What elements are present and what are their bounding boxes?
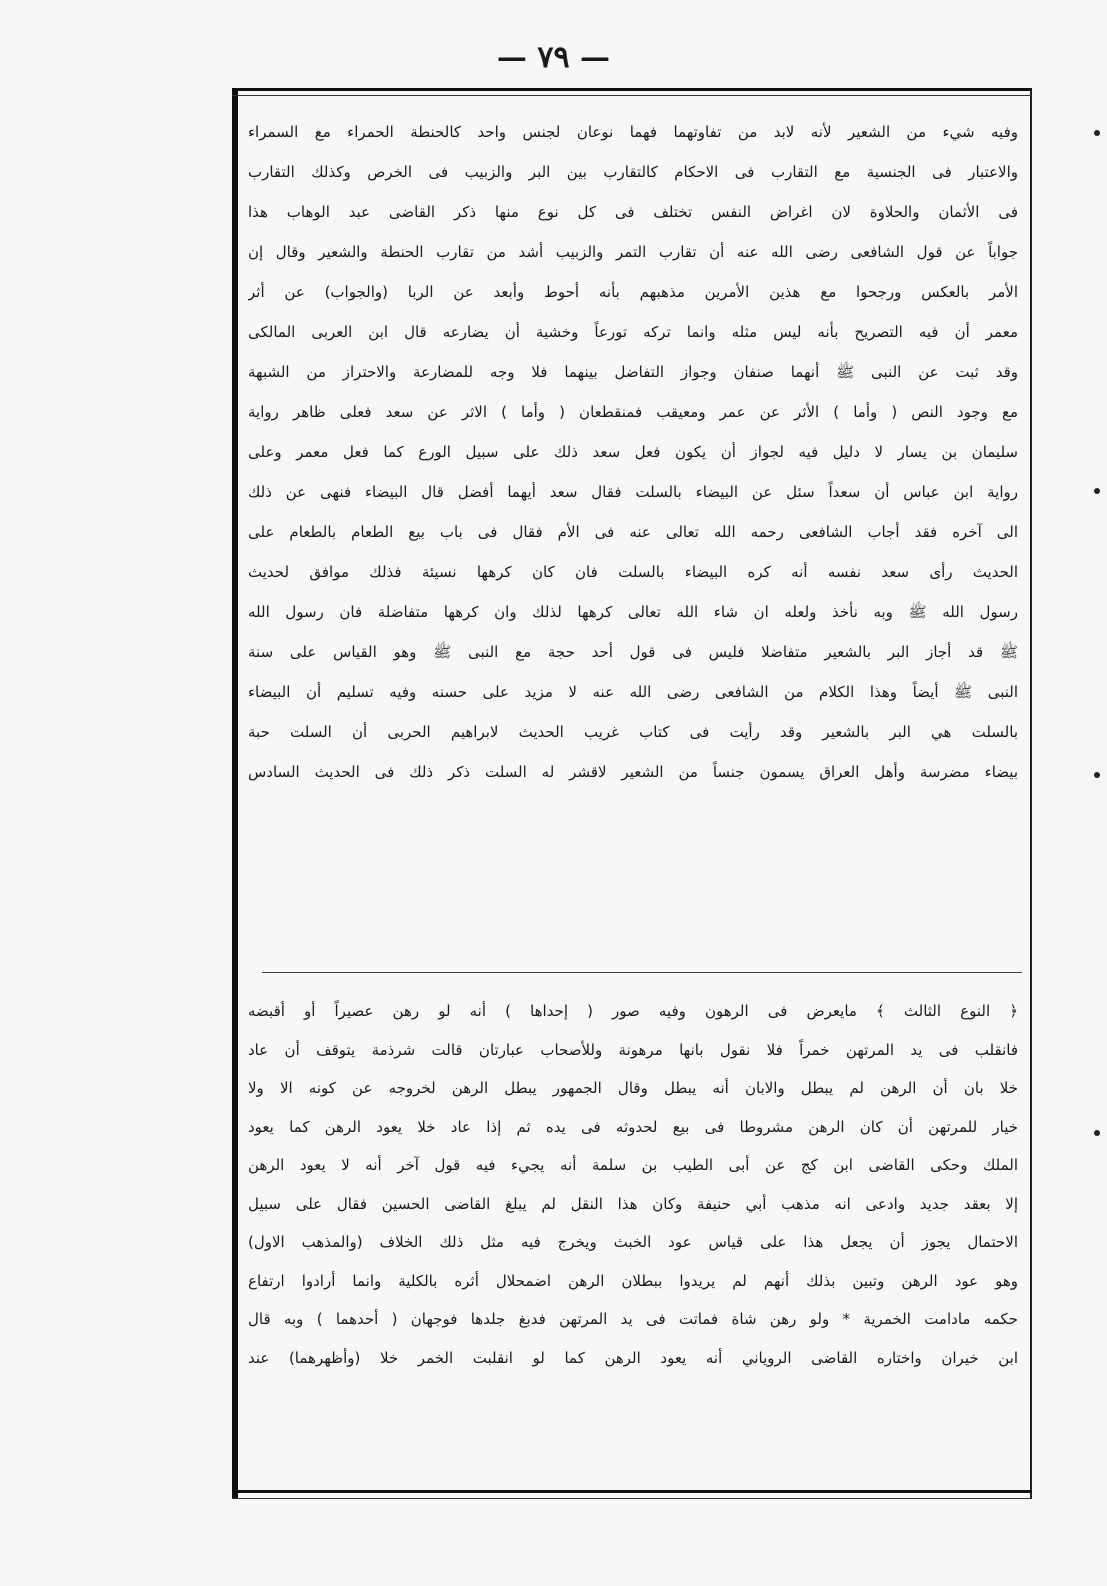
bottom-rule-thin [232, 1498, 1032, 1499]
margin-mark [1094, 130, 1100, 136]
main-line: النبى ﷺ أيضاً وهذا الكلام من الشافعى رضى الله عنه لا مزيد على حسنه وفيه تسليم أن البيضاء [248, 683, 1018, 701]
main-line: بالسلت هي البر بالشعير وقد رأيت فى كتاب غريب الحديث لابراهيم الحربى أن السلت حبة [248, 723, 1018, 741]
margin-mark [1094, 488, 1100, 494]
commentary-line: خيار للمرتهن أن كان الرهن مشروطا فى بيع لحدوثه فى يده ثم إذا عاد خلا يعود الرهن كما يعود [248, 1117, 1018, 1136]
top-rule-thin [232, 95, 1032, 96]
page-number: — ٧٩ — [496, 40, 611, 75]
main-line: ﷺ قد أجاز البر بالشعير متفاضلا فليس فى قول أحد حجة مع النبى ﷺ وهو القياس على سنة [248, 643, 1018, 661]
commentary-line: ابن خيران واختاره القاضى الروياني أنه يعود الرهن كما لو انقلبت الخمر خلا (وأظهرهما) عند [248, 1348, 1018, 1367]
section-separator [262, 972, 1022, 973]
main-line: الى آخره فقد أجاب الشافعى رحمه الله تعالى عنه فى الأم فقال فى باب بيع الطعام بالطعام على [248, 523, 1018, 541]
commentary-line: حكمه مادامت الخمرية * ولو رهن شاة فماتت فى يد المرتهن فدبغ جلدها فوجهان ( أحدهما ) وبه قال [248, 1310, 1018, 1328]
commentary-line: إلا بعقد جديد وادعى انه مذهب أبي حنيفة وكان هذا النقل لم يبلغ القاضى الحسين فقال على سبيل [248, 1194, 1018, 1213]
main-line: معمر أن فيه التصريح بأنه ليس مثله وانما تركه تورعاً وخشية أن يضارعه قال ابن العربى المالكى [248, 323, 1018, 341]
main-line: جواباً عن قول الشافعى رضى الله عنه أن تقارب التمر والزبيب أشد من تقارب الحنطة والشعير وقال إن [248, 243, 1018, 261]
main-line: سليمان بن يسار لا دليل فيه لجواز أن يكون فعل سعد ذلك على سبيل الورع كما فعل معمر وعلى [248, 443, 1018, 461]
margin-mark [1094, 1130, 1100, 1136]
commentary-line: الملك وحكى القاضى ابن كج عن أبى الطيب بن سلمة أنه يجيء فيه قول آخر أنه لا يعود الرهن [248, 1156, 1018, 1174]
main-line: الأمر بالعكس ورجحوا مع هذين الأمرين مذهبهم بأنه أحوط وأبعد عن الربا (والجواب) عن أثر [248, 283, 1018, 301]
main-line: والاعتبار فى الجنسية مع التقارب فى الاحكام كالتقارب بين البر والزبيب فى الخرص وكذلك التقارب [248, 163, 1018, 181]
commentary-line: خلا بان أن الرهن لم يبطل والابان أنه يبطل وقال الجمهور يبطل الرهن لخروجه عن كونه الا ولا [248, 1079, 1018, 1097]
commentary-line: وهو عود الرهن وتبين بذلك أنهم لم يريدوا ببطلان الرهن اضمحلال أثره بالكلية وانما أرادوا ارتفاع [248, 1271, 1018, 1290]
top-rule [232, 88, 1032, 91]
margin-mark [1094, 772, 1100, 778]
main-line: مع وجود النص ( وأما ) الأثر عن عمر ومعيقب فمنقطعان ( وأما ) الاثر عن سعد فعلى ظاهر رواية [248, 403, 1018, 421]
commentary-line: ﴿ النوع الثالث ﴾ مايعرض فى الرهون وفيه صور ( إحداها ) أنه لو رهن عصيراً أو أقبضه [248, 1002, 1018, 1020]
main-line: رسول الله ﷺ وبه نأخذ ولعله ان شاء الله تعالى كرهها لذلك وان كرهها متفاضلة فان رسول الله [248, 603, 1018, 621]
commentary-line: الاحتمال يجوز أن يجعل هذا على قياس عود الخبث ويخرج فيه مثل ذلك الخلاف (والمذهب الاول) [248, 1233, 1018, 1251]
bottom-rule [232, 1490, 1032, 1493]
main-line: وفيه شيء من الشعير لأنه لابد من تفاوتهما فهما نوعان لجنس واحد كالحنطة الحمراء مع السمراء [248, 123, 1018, 141]
main-line: بيضاء مضرسة وأهل العراق يسمون جنساً من الشعير لاقشر له السلت ذكر ذلك فى الحديث السادس [248, 763, 1018, 781]
main-line: وقد ثبت عن النبى ﷺ أنهما صنفان وجواز التفاضل بينهما فلا وجه للمضارعة والاحتراز من الشبهة [248, 363, 1018, 381]
main-text [248, 112, 1018, 792]
main-line: رواية ابن عباس أن سعداً سئل عن البيضاء بالسلت فقال سعد أيهما أفضل قال البيضاء فنهى عن ذلك [248, 483, 1018, 501]
commentary-text [248, 992, 1018, 1377]
main-line: الحديث رأى سعد نفسه أنه كره البيضاء بالسلت فان كان كرهها نسيئة فذلك موافق لحديث [248, 563, 1018, 581]
main-line: فى الأثمان والحلاوة لان اغراض النفس تختلف فى كل نوع منها ذكر القاضى عبد الوهاب هذا [248, 203, 1018, 221]
commentary-line: فانقلب فى يد المرتهن خمراً فلا نقول بانها مرهونة وللأصحاب عبارتان قالت شرذمة يتوقف أن عاد [248, 1040, 1018, 1059]
